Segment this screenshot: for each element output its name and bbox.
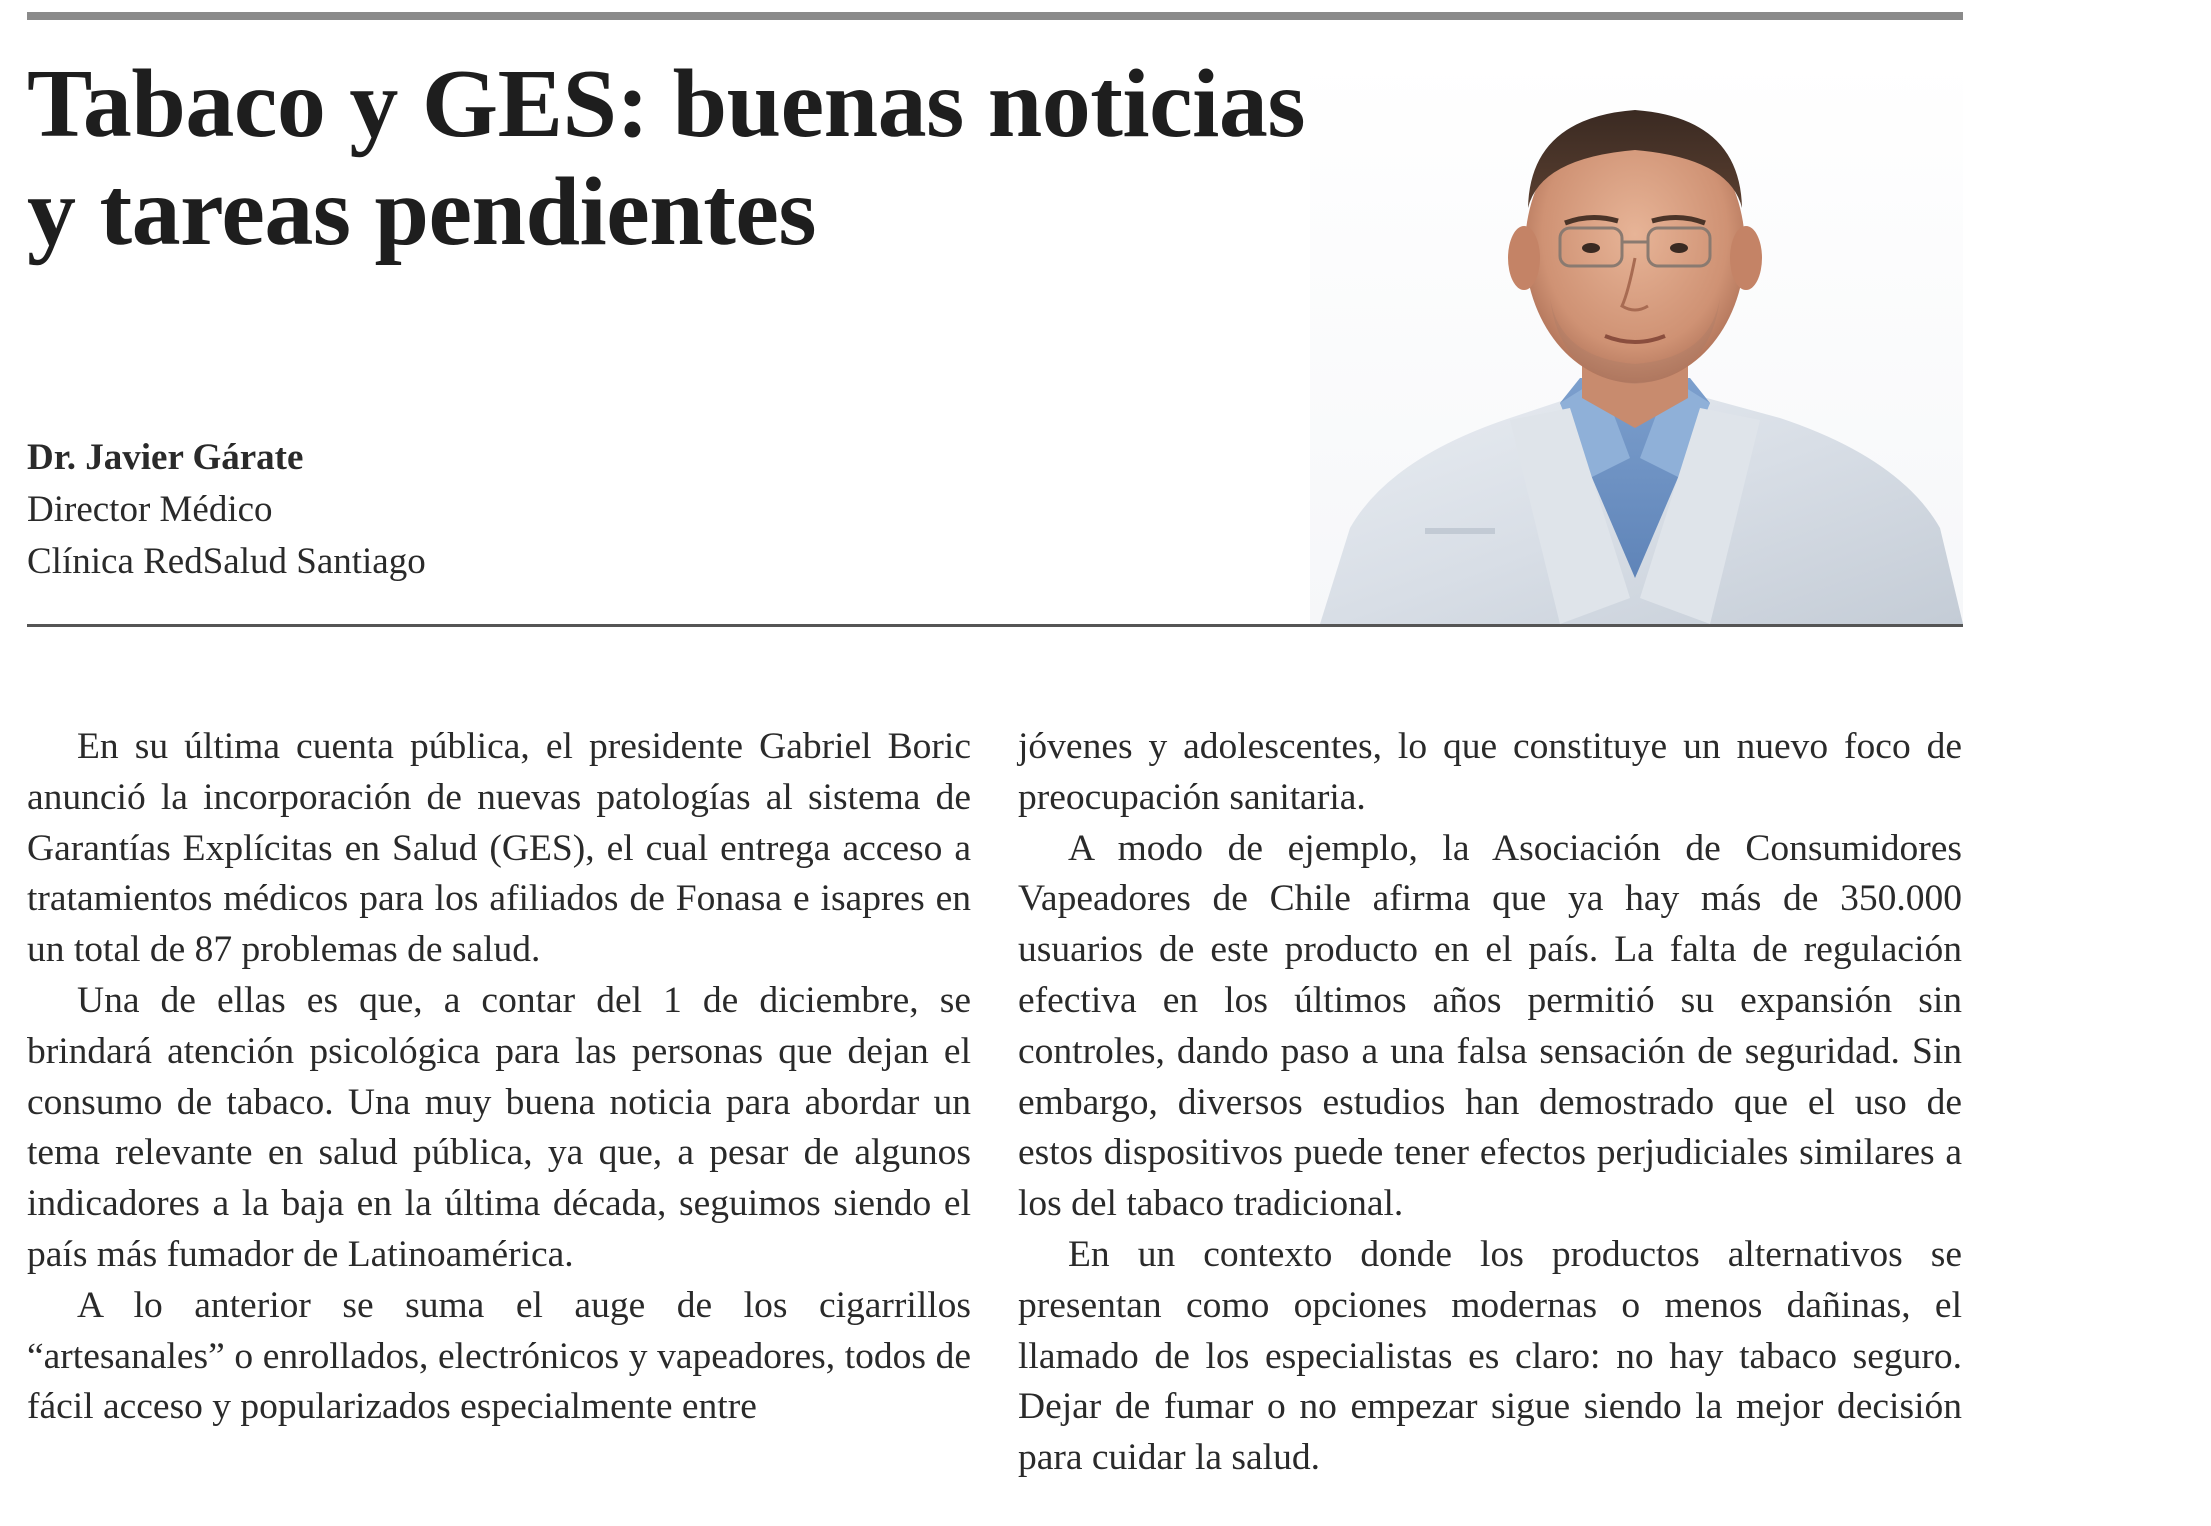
paragraph-continuation: jóvenes y adolescentes, lo que constituye un nuevo foco de preocupación sanitaria. bbox=[1018, 726, 1962, 818]
author-role: Director Médico bbox=[27, 489, 273, 530]
headline: Tabaco y GES: buenas noticias y tareas pendientes bbox=[27, 50, 1305, 266]
author-block bbox=[27, 432, 426, 588]
portrait-photo-icon bbox=[1310, 58, 1963, 624]
paragraph: En su última cuenta pública, el presidente Gabriel Boric anunció la incorporación de nuevas patologías al sistema de Garantías Explícitas en Salud (GES), el cual entrega acceso a tratamientos médicos para los afiliados de Fonasa e isapres en un total de 87 problemas de salud. bbox=[27, 726, 971, 971]
author-organization: Clínica RedSalud Santiago bbox=[27, 541, 426, 582]
paragraph: En un contexto donde los productos alternativos se presentan como opciones modernas o menos dañinas, el llamado de los especialistas es claro: no hay tabaco seguro. Dejar de fumar o no empezar sigue siendo la mejor decisión para cuidar la salud. bbox=[1018, 1233, 1962, 1479]
section-divider bbox=[27, 624, 1963, 627]
top-rule bbox=[27, 12, 1963, 20]
paragraph: A lo anterior se suma el auge de los cigarrillos “artesanales” o enrollados, electrónicos y vapeadores, todos de fácil acceso y popularizados especialmente entre bbox=[27, 1284, 971, 1428]
column-left bbox=[27, 722, 971, 1433]
author-portrait bbox=[1310, 58, 1963, 624]
paragraph: A modo de ejemplo, la Asociación de Consumidores Vapeadores de Chile afirma que ya hay más de 350.000 usuarios de este producto en el país. La falta de regulación efectiva en los últimos años permitió su expansión sin controles, dando paso a una falsa sensación de seguridad. Sin embargo, diversos estudios han demostrado que el uso de estos dispositivos puede tener efectos perjudiciales similares a los del tabaco tradicional. bbox=[1018, 827, 1962, 1225]
column-right bbox=[1018, 722, 1962, 1484]
paragraph: Una de ellas es que, a contar del 1 de diciembre, se brindará atención psicológica para las personas que dejan el consumo de tabaco. Una muy buena noticia para abordar un tema relevante en salud pública, ya que, a pesar de algunos indicadores a la baja en la última década, seguimos siendo el país más fumador de Latinoamérica. bbox=[27, 979, 971, 1275]
author-name: Dr. Javier Gárate bbox=[27, 437, 304, 478]
